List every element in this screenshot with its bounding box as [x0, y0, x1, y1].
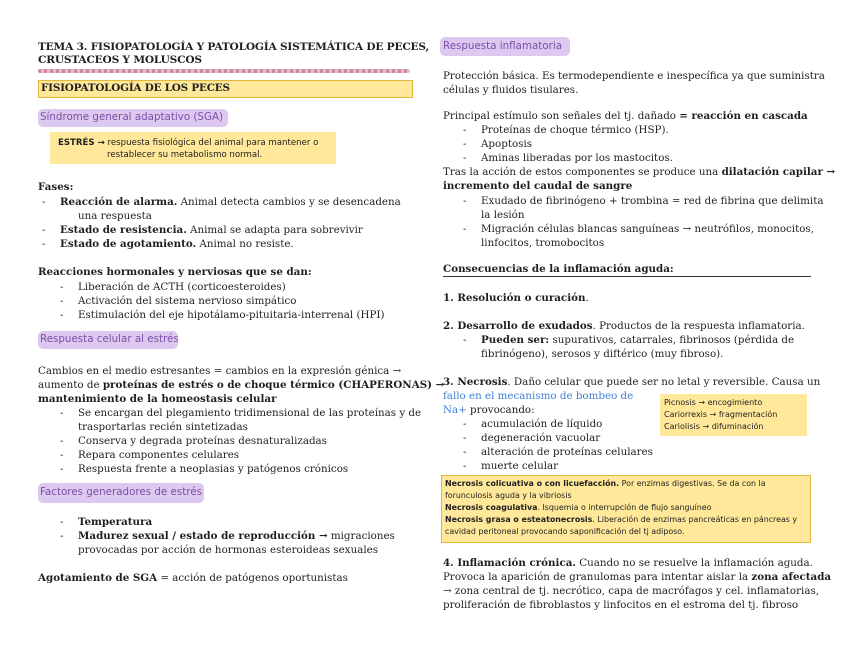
necrosis-grasa-cont: cavidad peritoneal provocando saponificación del tj adiposo. [445, 527, 685, 536]
cambios-line-3: mantenimiento de la homeostasis celular [38, 393, 277, 405]
consecuencia-4-line-4: proliferación de fibroblastos y linfocitos en el estroma del tj. fibroso [443, 599, 799, 611]
sga-heading: Síndrome general adaptativo (SGA) [40, 111, 224, 123]
celular-item: - Repara componentes celulares [60, 449, 240, 461]
fase-item: - Reacción de alarma. Animal detecta cambios y se desencadena [42, 196, 401, 208]
celular-item: - Se encargan del plegamiento tridimensional de las proteínas y de [60, 407, 422, 419]
necrosis-item: - muerte celular [463, 460, 559, 472]
exudado-tipos-continuation: fibrinógeno), serosos y diftérico (muy fibroso). [481, 348, 724, 360]
exudado-item-continuation: linfocitos, tromobocitos [481, 237, 605, 249]
reaccion-item: - Activación del sistema nervioso simpático [60, 295, 297, 307]
necrosis-item: - alteración de proteínas celulares [463, 446, 653, 458]
consecuencias-underline [443, 276, 811, 277]
necrosis-grasa-line: Necrosis grasa o esteatonecrosis. Liberación de enzimas pancreáticas en páncreas y [445, 515, 798, 524]
exudado-tipos-item: - Pueden ser: supurativos, catarrales, fibrinosos (pérdida de [463, 334, 795, 346]
exudado-item-continuation: la lesión [481, 209, 525, 221]
picnosis-line: Picnosis → encogimiento [664, 398, 763, 407]
title-line-2: CRUSTACEOS Y MOLUSCOS [38, 54, 202, 66]
factor-item: - Madurez sexual / estado de reproducción → migraciones [60, 530, 395, 542]
necrosis-coagulativa-line: Necrosis coagulativa. Isquemia o interrupción de flujo sanguíneo [445, 503, 712, 512]
section-fisio-heading: FISIOPATOLOGÍA DE LOS PECES [41, 82, 230, 94]
estres-definition-line-1: ESTRÉS → respuesta fisiológica del animal para mantener o [58, 138, 319, 148]
celular-item: - Respuesta frente a neoplasias y patógenos crónicos [60, 463, 349, 475]
cariolisis-line: Cariolisis → difuminación [664, 422, 764, 431]
consecuencias-heading: Consecuencias de la inflamación aguda: [443, 263, 674, 275]
necrosis-blue-text: fallo en el mecanismo de bombeo de [443, 390, 634, 402]
celular-item: - Conserva y degrada proteínas desnaturalizadas [60, 435, 327, 447]
estres-definition-line-2: restablecer su metabolismo normal. [107, 150, 263, 160]
cambios-line-2: aumento de proteínas de estrés o de choque térmico (CHAPERONAS) → [38, 379, 445, 391]
necrosis-item: - acumulación de líquido [463, 418, 603, 430]
factor-item-continuation: provocadas por acción de hormonas esteroideas sexuales [78, 544, 379, 556]
celular-heading: Respuesta celular al estrés [40, 333, 179, 345]
principal-item: - Aminas liberadas por los mastocitos. [463, 152, 673, 164]
title-line-1: TEMA 3. FISIOPATOLOGÍA Y PATOLOGÍA SISTEMÁTICA DE PECES, [38, 41, 429, 53]
cariorrexis-line: Cariorrexis → fragmentación [664, 410, 778, 419]
necrosis-provocando: Na+ provocando: [443, 404, 535, 416]
agotamiento-line: Agotamiento de SGA = acción de patógenos oportunistas [38, 572, 348, 584]
consecuencia-2: 2. Desarrollo de exudados. Productos de la respuesta inflamatoria. [443, 320, 805, 332]
principal-item: - Apoptosis [463, 138, 533, 150]
consecuencia-4-line-3: → zona central de tj. necrótico, capa de macrófagos y cel. inflamatorias, [443, 585, 820, 597]
reaccion-item: - Liberación de ACTH (corticoesteroides) [60, 281, 286, 293]
celular-item-continuation: trasportarlas recién sintetizadas [78, 421, 248, 433]
tras-line-1: Tras la acción de estos componentes se produce una dilatación capilar → [443, 166, 836, 178]
fase-item: - Estado de resistencia. Animal se adapta para sobrevivir [42, 224, 363, 236]
tras-line-2: incremento del caudal de sangre [443, 180, 633, 192]
reaccion-item: - Estimulación del eje hipotálamo-pituitaria-interrenal (HPI) [60, 309, 385, 321]
factor-item: - Temperatura [60, 516, 153, 528]
principal-item: - Proteínas de choque térmico (HSP). [463, 124, 669, 136]
inflamatoria-heading: Respuesta inflamatoria [443, 40, 563, 52]
necrosis-colicuativa-cont: forunculosis aguda y la vibriosis [445, 491, 572, 500]
necrosis-item: - degeneración vacuolar [463, 432, 601, 444]
proteccion-line-2: células y fluidos tisulares. [443, 84, 579, 96]
exudado-item: - Migración células blancas sanguíneas → neutrófilos, monocitos, [463, 223, 814, 235]
consecuencia-1: 1. Resolución o curación. [443, 292, 589, 304]
reacciones-label: Reacciones hormonales y nerviosas que se dan: [38, 266, 312, 278]
fase-item: - Estado de agotamiento. Animal no resiste. [42, 238, 294, 250]
fase-item-continuation: una respuesta [78, 210, 152, 222]
consecuencia-4: 4. Inflamación crónica. Cuando no se resuelve la inflamación aguda. [443, 557, 813, 569]
fases-label: Fases: [38, 181, 74, 193]
consecuencia-4-line-2: Provoca la aparición de granulomas para intentar aislar la zona afectada [443, 571, 832, 583]
title-scribble-decoration [38, 69, 410, 73]
cambios-line-1: Cambios en el medio estresantes = cambios en la expresión génica → [38, 365, 402, 377]
necrosis-colicuativa-line: Necrosis colicuativa o con licuefacción. Por enzimas digestivas. Se da con la [445, 479, 766, 488]
proteccion-line-1: Protección básica. Es termodependiente e inespecífica ya que suministra [443, 70, 825, 82]
exudado-item: - Exudado de fibrinógeno + trombina = red de fibrina que delimita [463, 195, 824, 207]
consecuencia-3: 3. Necrosis. Daño celular que puede ser no letal y reversible. Causa un [443, 376, 821, 388]
factores-heading: Factores generadores de estrés [40, 486, 202, 498]
principal-line: Principal estímulo son señales del tj. dañado = reacción en cascada [443, 110, 808, 122]
